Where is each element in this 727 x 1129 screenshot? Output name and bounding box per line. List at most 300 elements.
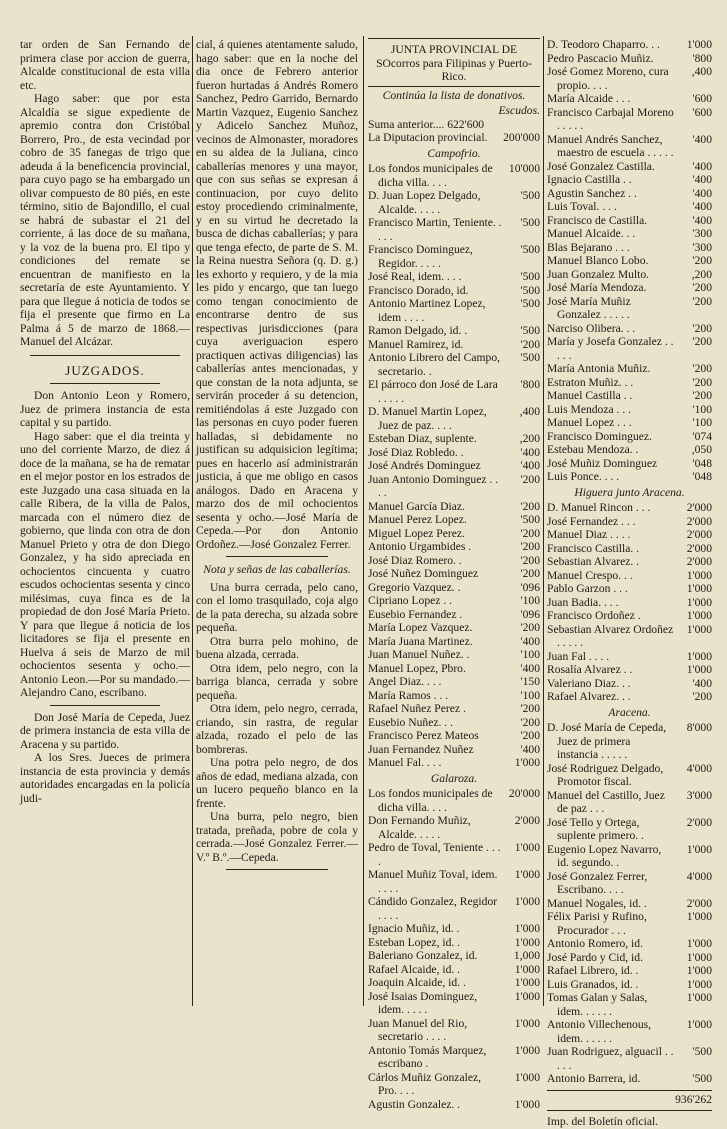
donor-name: Juan Badia. . . . [547,595,619,609]
donation-amount: '400 [520,742,540,756]
donation-row [368,841,540,868]
donation-row [368,162,540,189]
donor-name: Manuel Fal. . . . [368,756,442,769]
donation-amount: '400 [520,459,540,472]
donation-row [368,743,540,757]
donation-row [547,843,712,870]
donation-amount: 10'000 [508,162,540,175]
donation-amount: '500 [520,189,540,202]
donor-name: Valeriano Diaz. . . [547,676,631,690]
donor-name: José Muñiz Dominguez [547,456,658,470]
donor-name: Suma anterior.... 622'600 [368,117,485,131]
donation-amount: '200 [520,729,540,742]
donation-amount: '500 [520,270,540,283]
donor-name: Rafael Alcaide, id. . [368,962,461,976]
donation-amount: '400 [692,213,712,227]
donor-name: José Andrés Dominguez [368,459,481,472]
donation-amount: 1'000 [514,989,540,1003]
place-heading: Aracena. [608,705,651,719]
donation-row [368,351,540,378]
donor-name: Eusebio Fernandez . [368,607,463,621]
donor-name: Manuel García Diaz. [368,499,465,513]
donation-row [547,515,712,529]
donation-amount: 1'000 [686,609,712,622]
donation-row [547,870,712,897]
animal-description: Otra idem, pelo negro, con la barriga blanca, cerrada y sobre pequeña. [196,661,358,702]
donation-amount: 1'000 [686,842,712,856]
donation-row [368,1098,540,1112]
donor-name: Manuel Nogales, id. . [547,896,647,910]
donation-row [368,297,540,324]
donor-name: Manuel Alcaide. . . [547,227,636,240]
donor-name: Francisco Carbajal Moreno . . . . . [547,105,674,132]
donation-amount: '600 [692,92,712,105]
donation-row [368,662,540,676]
donor-name: Cándido Gonzalez, Regidor . . . . [368,895,498,922]
donation-row [368,756,540,770]
donation-amount: 1'000 [514,841,540,854]
donation-list-f [547,721,712,1086]
donation-row [368,527,540,541]
donor-name: Francisco Perez Mateos [368,729,479,742]
donor-name: D. Manuel Rincon . . . [547,501,651,514]
donation-row [368,567,540,581]
donation-amount: 1'000 [686,937,712,950]
donation-amount: '200 [520,553,540,567]
donation-row [368,963,540,977]
donation-row [368,1071,540,1098]
donation-amount: '800 [692,51,712,65]
donation-list-c [368,787,540,1111]
place-heading: Higuera junto Aracena. [574,485,685,499]
donor-name: Juan Manuel del Rio, secretario . . . . [368,1016,468,1043]
donation-row [368,702,540,716]
donation-amount: '200 [520,621,540,634]
donation-row [368,787,540,814]
donor-name: Cipriano Lopez . . [368,594,453,607]
exhortation-start: A los Sres. Jueces de primera instancia de esta provincia y demás autoridades encargadas en la policía judi- [20,751,190,805]
donor-name: Los fondos municipales de dicha villa. . . . [368,162,493,189]
donation-row [547,582,712,596]
donation-amount: '300 [692,227,712,240]
donation-row [368,594,540,608]
donation-amount: '200 [520,526,540,540]
donation-amount: '400 [520,634,540,648]
donation-amount: '200 [520,567,540,580]
donation-row [368,949,540,963]
donation-amount: 1'000 [686,910,712,923]
donation-row [547,897,712,911]
donation-row [368,446,540,460]
donation-amount: '200 [520,499,540,513]
donation-amount: 2'000 [686,896,712,910]
donation-amount: 20'000 [508,787,540,800]
donation-row [368,729,540,743]
donor-name: Félix Parisi y Rufino, Procurador . . . [547,910,647,937]
donation-row [368,243,540,270]
donation-row [547,200,712,214]
donation-amount: '400 [692,173,712,186]
donation-row [547,762,712,789]
donation-amount: '200 [520,540,540,553]
donation-row [368,990,540,1017]
donation-row [368,1044,540,1071]
column-4 [547,38,712,1129]
donation-amount: '100 [520,688,540,702]
donor-name: Francisco Dorado, id. [368,283,469,297]
donor-name: Luis Toval. . . . [547,200,617,213]
donation-row [547,52,712,66]
donation-amount: 4'000 [686,761,712,775]
donor-name: Manuel Blanco Lobo. [547,254,649,267]
donation-amount: 1'000 [514,895,540,908]
donation-amount: 1'000 [514,976,540,989]
donation-list-d [547,38,712,484]
donation-amount: '096 [520,607,540,621]
donor-name: José Rodriguez Delgado, Promotor fiscal. [547,761,664,788]
animal-description: Una burra cerrada, pelo cano, con el lomo trasquilado, coja algo de la pata derecha, su alzada sobre pequeña. [196,580,358,634]
printer-footer: Imp. del Boletín oficial. [547,1115,659,1128]
donation-row [547,623,712,650]
donation-amount: 200'000 [503,131,540,144]
donation-row [368,1017,540,1044]
donation-row [547,403,712,417]
donor-name: Estebau Mendoza. . [547,443,639,456]
donation-row [368,648,540,662]
donation-amount: '200 [692,254,712,267]
donation-amount: '500 [520,324,540,337]
donation-row [547,1045,712,1072]
donor-name: Francisco Ordoñez . [547,609,641,622]
donor-name: María Ramos . . . [368,688,449,702]
donation-row [547,173,712,187]
donor-name: José María Muñiz Gonzalez . . . . . [547,294,631,321]
donation-row [547,443,712,457]
donation-amount: '200 [692,335,712,348]
donation-row [547,978,712,992]
donation-amount: '200 [520,715,540,729]
donation-row [547,789,712,816]
donation-amount: 1'000 [686,582,712,595]
donor-name: D. Teodoro Chaparro. . . [547,38,660,51]
donation-amount: '200 [692,362,712,375]
donor-name: D. Manuel Martin Lopez, Juez de paz. . . . [368,405,487,432]
donation-row [547,362,712,376]
donation-row [368,284,540,298]
donor-name: Juan Fal . . . . [547,649,610,663]
donation-row [368,689,540,703]
donation-amount: ,200 [691,267,712,281]
donation-row [547,501,712,515]
donation-amount: '150 [520,675,540,688]
donation-row [368,895,540,922]
animals-note-heading: Nota y señas de las caballerías. [203,563,351,576]
donation-amount: 4'000 [686,869,712,883]
donation-row [547,1072,712,1086]
donation-amount: '400 [692,200,712,213]
donor-name: Agustin Gonzalez. . [368,1097,461,1111]
section-rule [30,355,180,356]
donation-amount: '200 [520,472,540,486]
donation-amount: 1'000 [686,595,712,609]
donation-row [368,922,540,936]
donation-row [547,569,712,583]
donation-list-b [368,162,540,770]
donation-amount: 1'000 [514,868,540,881]
donation-row [547,721,712,762]
donor-name: Esteban Diaz, suplente. [368,432,477,445]
donor-name: Angel Diaz. . . . [368,675,442,688]
donor-name: Eugenio Lopez Navarro, id. segundo. . [547,842,662,869]
donation-amount: '300 [692,240,712,254]
donation-amount: 1'000 [514,1016,540,1030]
donation-row [547,937,712,951]
donor-name: Antonio Urgambides . [368,540,472,553]
donor-name: María Lopez Vazquez. [368,621,473,634]
donation-amount: 1'000 [686,950,712,964]
donor-name: Eusebio Nuñez. . . [368,715,454,729]
donation-row [547,254,712,268]
donation-amount: '400 [692,186,712,200]
donor-name: José Gomez Moreno, cura propio. . . . [547,65,669,92]
donor-name: José Nuñez Dominguez [368,567,479,580]
donor-name: Luis Mendoza . . . [547,402,632,416]
donation-row [368,513,540,527]
donor-name: Estraton Muñiz. . . [547,375,634,389]
donation-amount: '200 [692,294,712,308]
donor-name: José Diaz Romero. . [368,553,462,567]
donor-name: Joaquin Alcaide, id. . [368,976,466,989]
donor-name: Narciso Olibera. . . [547,321,636,335]
unit-label: Escudos. [498,104,540,117]
donor-name: Los fondos municipales de dicha villa. . . . [368,787,493,814]
donor-name: Juan Fernandez Nuñez [368,742,474,756]
donor-name: Luis Granados, id. . [547,977,639,991]
donor-name: Rafael Alvarez. . . [547,690,631,703]
donation-row [547,335,712,362]
donation-row [547,470,712,484]
donation-amount: '096 [520,580,540,594]
donor-name: Pablo Garzon . . . [547,582,628,595]
donation-amount: 1'000 [686,568,712,582]
donation-amount: '400 [692,132,712,146]
donation-amount: 2'000 [686,514,712,528]
donations-total: 936'262 [547,1090,712,1107]
donation-amount: 2'000 [686,555,712,568]
donor-name: Luis Ponce. . . . [547,470,620,483]
donor-name: Sebastian Alvarez. . [547,555,640,568]
donor-name: Manuel Diaz . . . . [547,528,631,541]
donation-amount: '400 [520,445,540,459]
footer-rule [547,1110,712,1111]
donation-amount: '400 [520,661,540,675]
donation-row [547,295,712,322]
donor-name: Manuel Castilla . . [547,389,633,402]
donation-amount: 1'000 [686,991,712,1004]
donation-row [547,542,712,556]
donation-row [547,816,712,843]
donor-name: José Real, idem. . . . [368,270,462,283]
donor-name: Juan Gonzalez Multo. [547,267,650,281]
donation-row [368,540,540,554]
donation-amount: '048 [692,456,712,470]
donation-amount: '500 [520,297,540,310]
donation-row [368,432,540,446]
donor-name: La Diputacion provincial. [368,131,488,144]
donor-name: Antonio Tomás Marquez, escribano . [368,1043,487,1070]
donor-name: Antonio Martinez Lopez, idem . . . . [368,297,486,324]
place-heading: Campofrio. [427,146,481,160]
donation-amount: 1'000 [686,649,712,663]
donation-row [547,991,712,1018]
donation-amount: '200 [692,281,712,294]
donor-name: Rafael Nuñez Perez . [368,702,466,715]
donor-name: José María Mendoza. [547,281,647,294]
donor-name: María Antonia Muñiz. [547,362,651,375]
judge-intro-aracena: Don José María de Cepeda, Juez de primera instancia de esta villa de Aracena y su partido. [20,710,190,751]
donation-row [547,416,712,430]
donation-row [547,160,712,174]
donation-amount: '100 [520,648,540,661]
donor-name: Agustin Sanchez . . [547,186,637,200]
animal-description: Una potra pelo negro, de dos años de edad, mediana alzada, con un lucero pequeño blanco en la frente. [196,756,358,810]
donor-name: Esteban Lopez, id. . [368,935,461,949]
donation-row [547,322,712,336]
donation-amount: 1'000 [514,935,540,949]
animal-description: Una burra, pelo negro, bien tratada, preñada, pobre de cola y cerrada.—José Gonzalez Ferrer.—V.º B.º.—Cepeda. [196,810,358,864]
donation-row [368,608,540,622]
animal-description: Otra idem, pelo negro, cerrada, criando, sin rastra, de regular alzada, rozado el pelo de las bombreras. [196,702,358,756]
donor-name: Manuel Perez Lopez. [368,513,467,526]
donation-row [547,951,712,965]
donation-amount: 2'000 [686,528,712,541]
donor-name: José Pardo y Cid, id. [547,950,643,964]
donations-header-box [368,38,540,87]
section-rule [226,556,328,557]
donation-amount: '048 [692,470,712,483]
donor-name: Antonio Librero del Campo, secretario. . [368,351,501,378]
donation-amount: 1'000 [514,922,540,935]
donor-name: El párroco don José de Lara . . . . . [368,378,498,405]
donor-name: Manuel Lopez . . . [547,416,632,429]
donor-name: Baleriano Gonzalez, id. [368,949,478,962]
donor-name: Pedro de Toval, Teniente . . . . [368,841,501,868]
donation-amount: ,400 [519,405,540,418]
donor-name: Rafael Librero, id. . [547,964,639,977]
donation-row [368,324,540,338]
column-divider-2 [363,36,364,1006]
donor-name: Francisco Dominguez. [547,429,652,443]
donation-row [368,118,540,132]
donor-name: José Gonzalez Castilla. [547,159,655,173]
donation-row [547,65,712,92]
donor-name: Sebastian Alvarez Ordoñez . . . . . [547,622,674,649]
donation-amount: 8'000 [686,721,712,734]
donor-name: Manuel Ramirez, id. [368,337,464,351]
column-3 [368,38,540,1111]
donor-name: Pedro Pascacio Muñiz. [547,51,654,65]
column-divider-3 [543,36,544,1006]
donor-name: Ignacio Muñiz, id. . [368,922,460,935]
donation-row [547,214,712,228]
column-divider-1 [192,36,193,1006]
donation-row [547,389,712,403]
donation-amount: '100 [520,594,540,607]
donation-list-e [547,501,712,704]
donor-name: María Alcaide . . . [547,92,631,105]
donation-row [547,677,712,691]
donation-amount: '500 [692,1072,712,1085]
donation-amount: '200 [520,337,540,351]
donation-row [547,187,712,201]
donation-list-a [368,118,540,145]
donation-row [368,270,540,284]
donation-row [547,910,712,937]
donor-name: Tomas Galan y Salas, idem. . . . . . [547,991,648,1018]
donation-amount: '400 [692,159,712,173]
donation-amount: '200 [692,389,712,402]
donation-row [547,964,712,978]
auction-edict: Hago saber: que el dia treinta y uno del corriente Marzo, de diez á doce de la mañana, se ha de rematar en el mejor postor en los estrados de este Juzgado una casa situada en la calle Ribera, de la villa de Palos, marcada con el número diez de gobierno, que linda con otra de don Manuel Prieto y otra de don Diego Gonzalez, y ha sido apreciada en ochocientos cincuenta y cuatro escudos ochocientas sesenta y cinco milésimas, cuya finca es de la propiedad de don José María Prieto. Y para que llegue á noticia de los licitadores se fija el presente en Huelva á seis de Marzo de mil ochocientos sesenta y ocho.—Antonio Leon.—Por su mandado.—Alejandro Cano, escribano. [20,429,190,699]
section-title-juzgados: JUZGADOS. [65,362,145,378]
donation-amount: '500 [520,216,540,229]
donation-row [547,92,712,106]
donation-row [368,621,540,635]
donation-row [547,227,712,241]
donation-amount: 1'000 [514,1043,540,1057]
donor-name: Ramon Delgado, id. . [368,324,468,337]
donation-amount: '500 [520,351,540,364]
donation-row [547,609,712,623]
donations-subtitle: Continúa la lista de donativos. [382,88,526,102]
donation-row [368,936,540,950]
donation-amount: '600 [692,105,712,119]
donor-name: Juan Rodriguez, alguacil . . . . . [547,1045,674,1072]
donation-row [368,675,540,689]
donation-amount: '074 [692,429,712,443]
donation-amount: 1'000 [686,977,712,991]
donation-amount: 2'000 [686,501,712,514]
donor-name: Rosalía Alvarez . . [547,663,633,676]
donation-row [547,1018,712,1045]
donation-amount: '800 [520,378,540,391]
donor-name: José Gonzalez Ferrer, Escribano. . . . [547,869,648,896]
donation-amount: 1'000 [514,1070,540,1084]
donor-name: Francisco Castilla. . [547,541,640,555]
donation-amount: 2'000 [514,814,540,827]
donation-amount: '500 [520,283,540,297]
donor-name: Manuel Crespo. . . [547,568,633,582]
donation-amount: '200 [692,690,712,703]
donation-amount: 2'000 [686,815,712,829]
donation-row [368,338,540,352]
donor-name: Manuel del Castillo, Juez de paz . . . [547,788,665,815]
donation-amount: '200 [520,702,540,715]
donation-amount: 1,000 [513,949,540,962]
donation-row [368,868,540,895]
donation-row [547,281,712,295]
donation-amount: 1'000 [686,622,712,636]
donation-row [547,650,712,664]
donation-row [368,459,540,473]
donation-row [547,133,712,160]
donor-name: Antonio Villechenous, idem. . . . . . [547,1018,652,1045]
donor-name: D. José María de Cepeda, Juez de primera instancia . . . . . [547,721,667,761]
alcaldia-heading-text: tar orden de San Fernando de primera clase por accion de guerra, Alcalde constitucional de esta villa etc. [20,38,190,92]
donor-name: Miguel Lopez Perez. [368,526,465,540]
donation-amount: '200 [692,375,712,389]
donation-amount: 2'000 [686,541,712,555]
